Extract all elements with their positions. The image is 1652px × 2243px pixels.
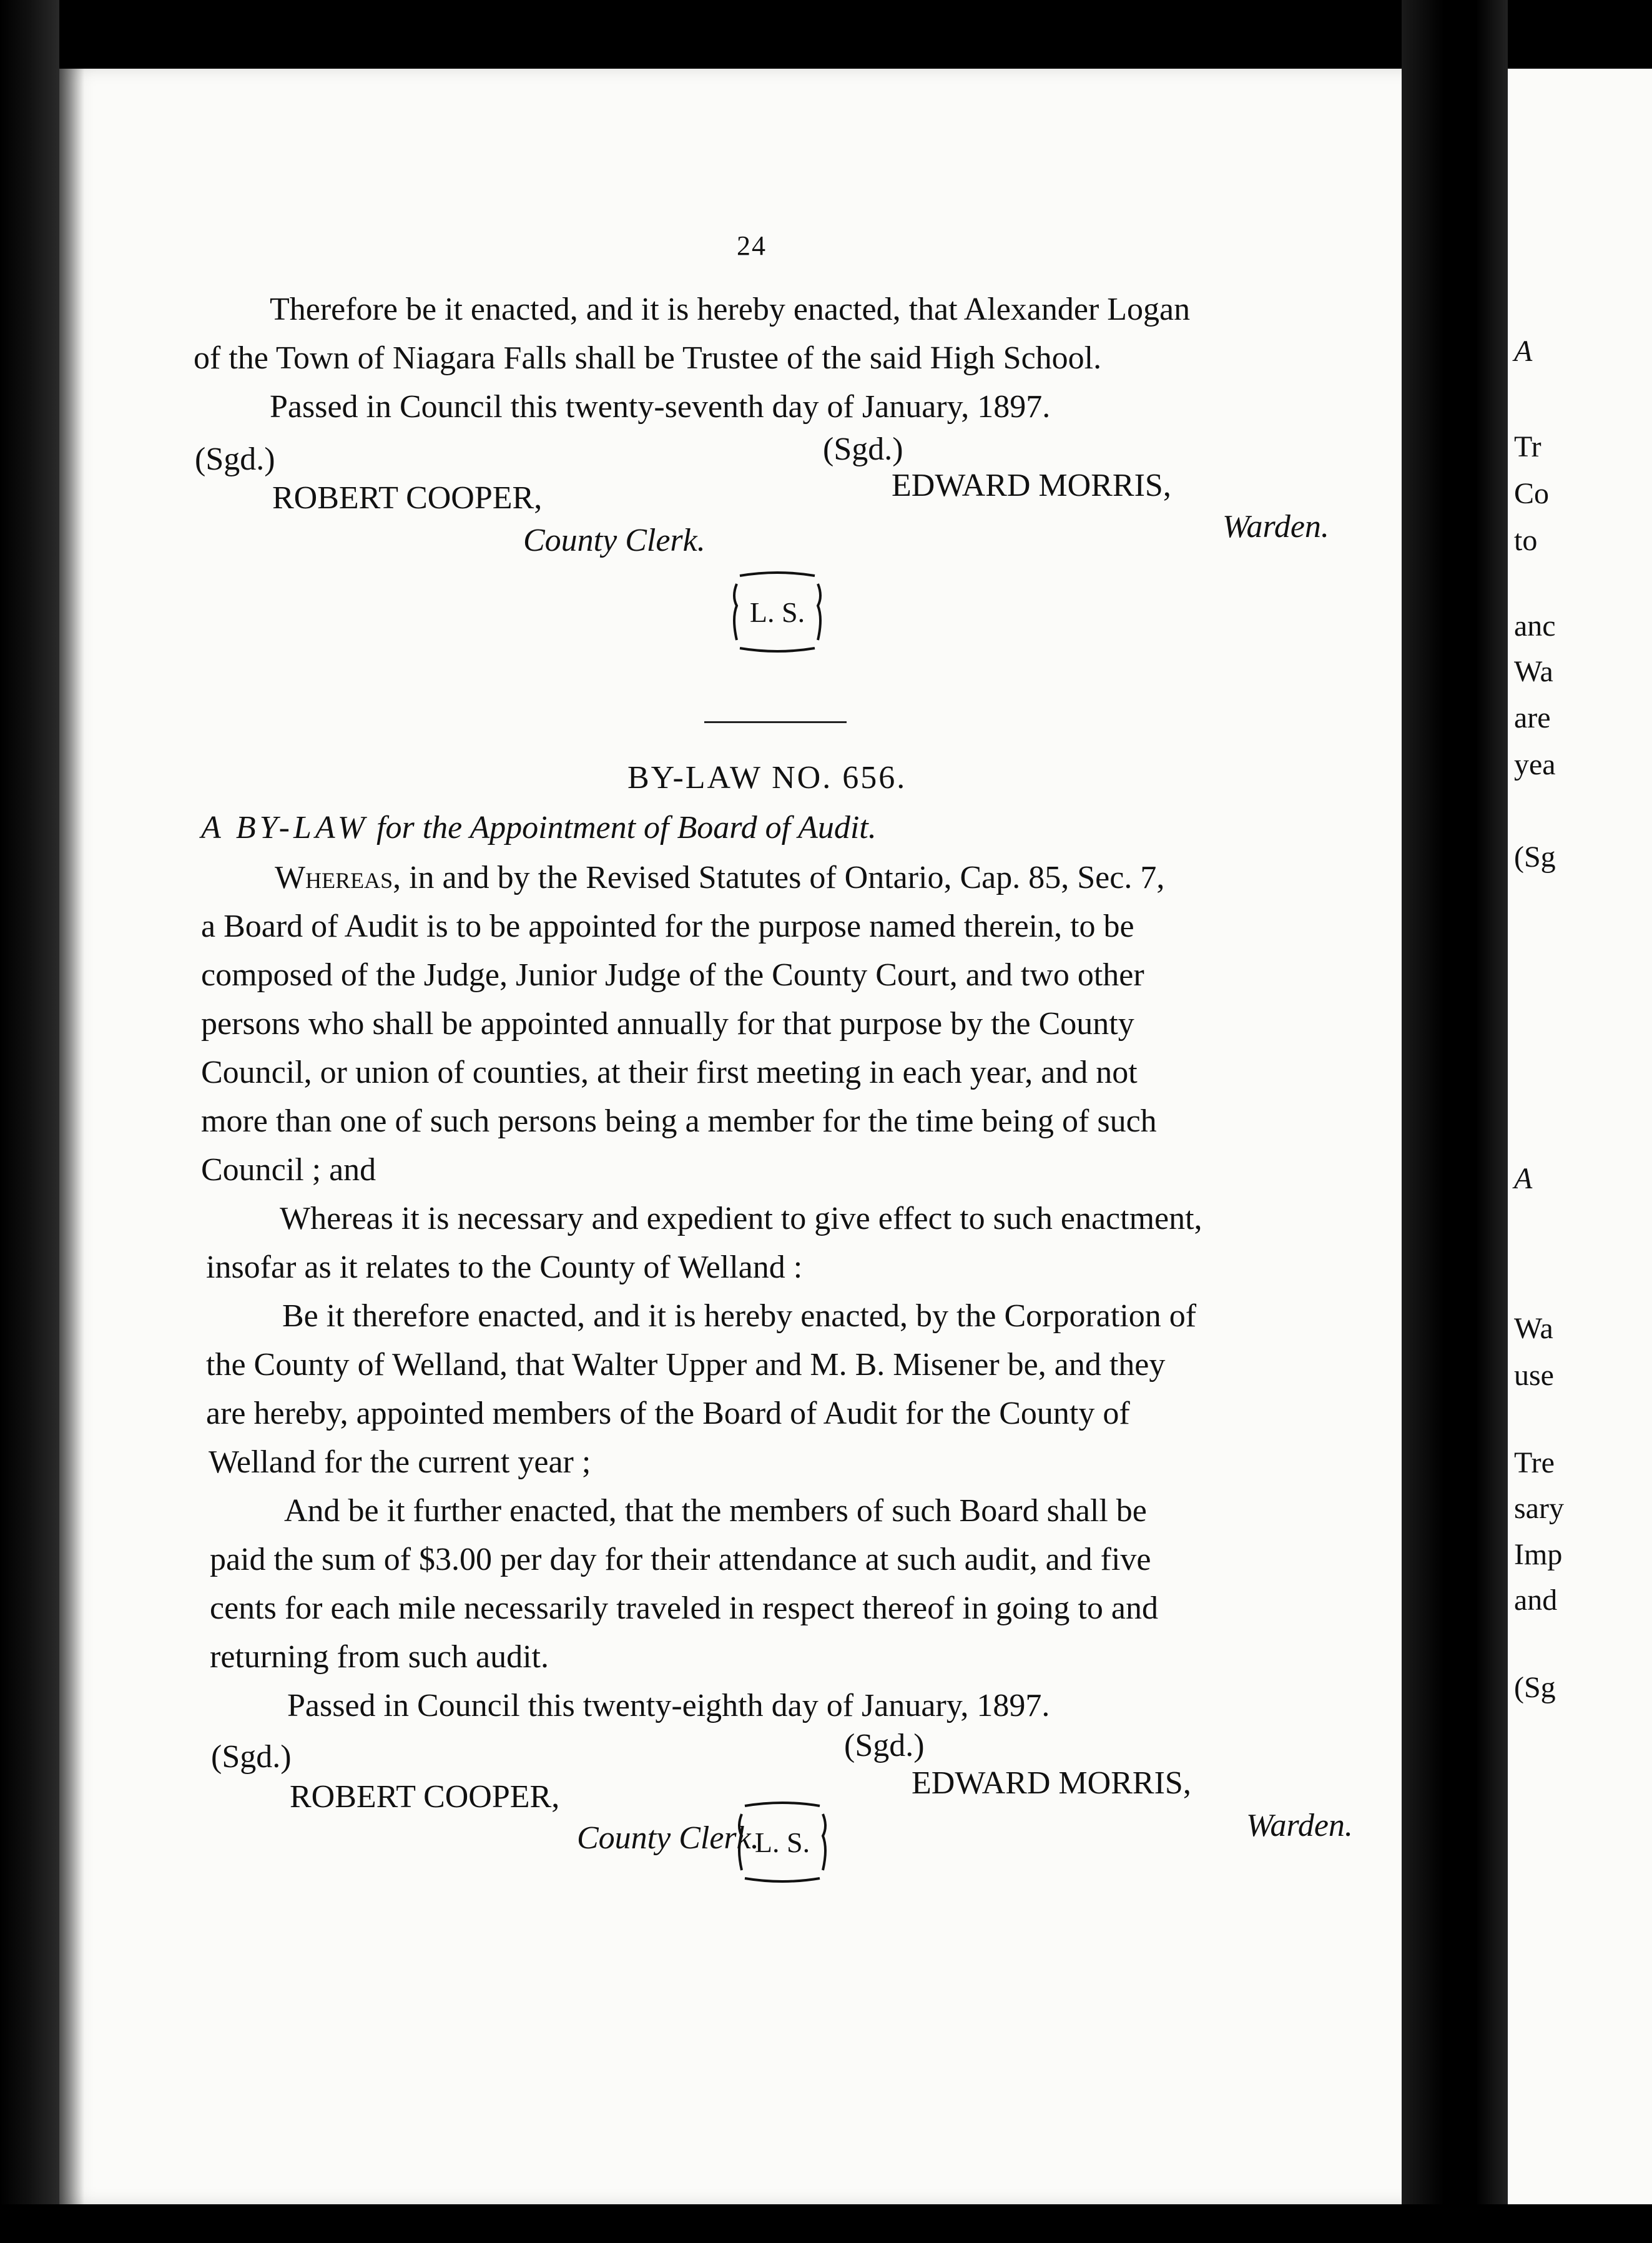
right-fragment-9: (Sg (1514, 841, 1556, 874)
warden-name-2: EDWARD MORRIS, (912, 1765, 1191, 1801)
book-gutter (1402, 0, 1508, 2243)
clerk-name-1: ROBERT COOPER, (272, 480, 543, 516)
body-line-8: Whereas it is necessary and expedient to give effect to such enactment, (280, 1201, 1202, 1236)
right-fragment-16: and (1514, 1584, 1558, 1617)
body-line-6: more than one of such persons being a member for the time being of such (201, 1103, 1157, 1139)
right-fragment-4: to (1514, 524, 1538, 557)
right-fragment-11: Wa (1514, 1312, 1553, 1345)
body-line-14: And be it further enacted, that the members of such Board shall be (284, 1493, 1147, 1529)
enact-line-2: of the Town of Niagara Falls shall be Trustee of the said High School. (194, 340, 1102, 376)
body-line-11: the County of Welland, that Walter Upper and M. B. Misener be, and they (206, 1347, 1166, 1383)
right-fragment-6: Wa (1514, 655, 1553, 688)
warden-name-1: EDWARD MORRIS, (892, 468, 1171, 503)
enact-line-1: Therefore be it enacted, and it is hereby enacted, that Alexander Logan (270, 292, 1191, 327)
sgd-right-2: (Sgd.) (844, 1728, 925, 1763)
right-fragment-3: Co (1514, 477, 1550, 510)
body-line-3: composed of the Judge, Junior Judge of the County Court, and two other (201, 957, 1144, 993)
right-fragment-a-2: A (1514, 1162, 1533, 1195)
clerk-title-2: County Clerk. (577, 1820, 759, 1856)
seal-2 (735, 1798, 829, 1886)
clerk-name-2: ROBERT COOPER, (290, 1779, 560, 1815)
body-line-17: returning from such audit. (210, 1639, 549, 1675)
seal-2-text: L. S. (754, 1826, 810, 1858)
right-fragment-14: sary (1514, 1492, 1564, 1525)
passed-line-1: Passed in Council this twenty-seventh day of January, 1897. (270, 389, 1051, 425)
right-fragment-15: Imp (1514, 1538, 1563, 1571)
bylaw-title-b: for the Appointment of Board of Audit. (376, 810, 877, 845)
body-line-1-text: , in and by the Revised Statutes of Ontario, Cap. 85, Sec. 7, (393, 860, 1165, 895)
right-fragment-a-1: A (1514, 335, 1533, 368)
body-line-15: paid the sum of $3.00 per day for their attendance at such audit, and five (210, 1542, 1151, 1577)
body-line-13: Welland for the current year ; (209, 1444, 591, 1480)
right-page (1508, 69, 1652, 2217)
body-line-1 (275, 862, 1164, 894)
right-fragment-12: use (1514, 1359, 1554, 1392)
right-fragment-17: (Sg (1514, 1671, 1556, 1704)
body-line-16: cents for each mile necessarily traveled in respect thereof in going to and (210, 1590, 1158, 1626)
body-line-10: Be it therefore enacted, and it is hereby enacted, by the Corporation of (282, 1298, 1197, 1334)
passed-line-2: Passed in Council this twenty-eighth day of January, 1897. (287, 1688, 1050, 1723)
scan-frame-bottom (0, 2204, 1652, 2243)
body-line-7: Council ; and (201, 1152, 376, 1188)
clerk-title-1: County Clerk. (523, 523, 706, 558)
right-fragment-7: are (1514, 701, 1551, 734)
section-divider (704, 721, 847, 723)
warden-title-2: Warden. (1246, 1808, 1353, 1843)
body-line-5: Council, or union of counties, at their first meeting in each year, and not (201, 1055, 1138, 1090)
body-line-12: are hereby, appointed members of the Board of Audit for the County of (206, 1396, 1130, 1431)
page-number: 24 (737, 230, 767, 261)
book-spine (0, 0, 59, 2243)
bylaw-heading: BY-LAW NO. 656. (627, 760, 907, 796)
right-fragment-13: Tre (1514, 1446, 1555, 1479)
body-line-9: insofar as it relates to the County of Welland : (206, 1250, 803, 1285)
whereas-word: Whereas (275, 860, 393, 895)
warden-title-1: Warden. (1222, 509, 1329, 545)
right-fragment-8: yea (1514, 748, 1556, 781)
seal-1-text: L. S. (749, 596, 805, 628)
sgd-left-1: (Sgd.) (195, 441, 275, 477)
sgd-right-1: (Sgd.) (823, 431, 903, 467)
body-line-2: a Board of Audit is to be appointed for the purpose named therein, to be (201, 909, 1134, 944)
seal-1 (730, 568, 824, 656)
body-line-4: persons who shall be appointed annually for that purpose by the County (201, 1006, 1134, 1042)
bylaw-title (201, 812, 877, 844)
page-edge-shadow (59, 69, 84, 2204)
sgd-left-2: (Sgd.) (211, 1739, 292, 1775)
right-fragment-2: Tr (1514, 430, 1541, 463)
bylaw-title-a: A BY-LAW (201, 810, 369, 845)
right-fragment-5: anc (1514, 609, 1556, 643)
